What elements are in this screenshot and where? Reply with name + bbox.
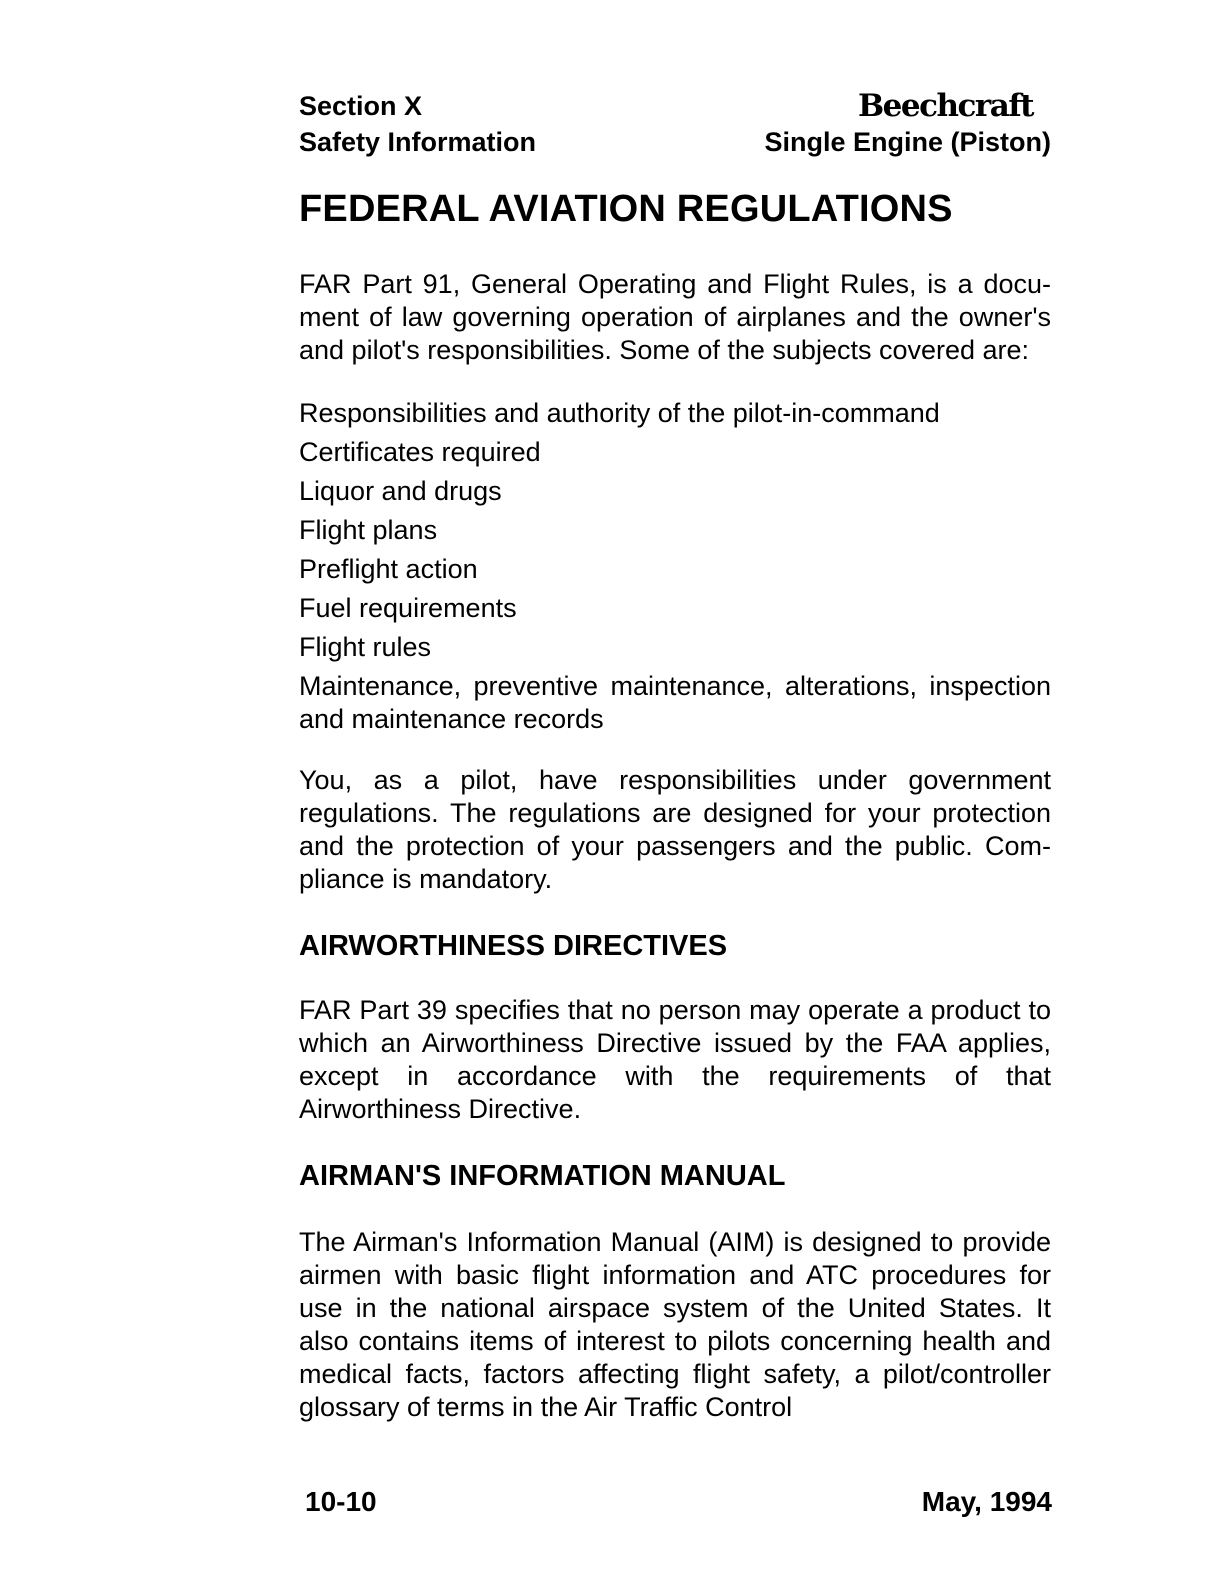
aim-paragraph: The Airman's Information Manual (AIM) is designed to provide airmen with basic flight information and ATC procedures for use in the national airspace system of the United States. It also contains items of interest to pilots concerning health and medical facts, factors affecting flight safety, a pilot/controller glossary of terms in the Air Traffic Control: [299, 1227, 1051, 1422]
page-header: [299, 88, 1051, 160]
aim-heading: AIRMAN'S INFORMATION MANUAL: [299, 1160, 786, 1192]
pilot-responsibility-paragraph: You, as a pilot, have responsibilities under government regulations. The regulations are designed for your protection and the protection of your passengers and the public. Compliance is mandatory.: [299, 765, 1051, 894]
section-title: Safety Information: [299, 127, 537, 157]
revision-date: May, 1994: [921, 1486, 1052, 1517]
list-item: Preflight action: [299, 554, 478, 584]
list-item: Flight plans: [299, 515, 438, 545]
list-item: Responsibilities and authority of the pilot-in-command: [299, 398, 940, 428]
section-label: Section X: [299, 91, 423, 121]
document-page: [299, 88, 1051, 1424]
page-number: 10-10: [305, 1486, 377, 1517]
page-title: FEDERAL AVIATION REGULATIONS: [299, 188, 953, 230]
header-left: [299, 88, 536, 160]
subjects-list: [299, 397, 1051, 736]
intro-paragraph: FAR Part 91, General Operating and Flight Rules, is a document of law governing operation of airplanes and the owner's and pilot's responsibilities. Some of the subjects covered are:: [299, 269, 1051, 365]
model-label: Single Engine (Piston): [764, 127, 1051, 157]
list-item: Fuel requirements: [299, 593, 517, 623]
airworthiness-heading: AIRWORTHINESS DIRECTIVES: [299, 930, 728, 962]
list-item: Maintenance, preventive maintenance, alterations, inspection and maintenance records: [299, 671, 1051, 734]
airworthiness-paragraph: FAR Part 39 specifies that no person may operate a product to which an Airworthiness Directive issued by the FAA applies, except in accordance with the requirements of that Airworthiness Directive.: [299, 995, 1051, 1124]
list-item: Flight rules: [299, 632, 432, 662]
list-item: Liquor and drugs: [299, 476, 502, 506]
header-right: [764, 88, 1051, 160]
list-item: Certificates required: [299, 437, 541, 467]
brand-logo: Beechcraft: [857, 88, 1033, 124]
page-footer: [305, 1484, 1052, 1520]
